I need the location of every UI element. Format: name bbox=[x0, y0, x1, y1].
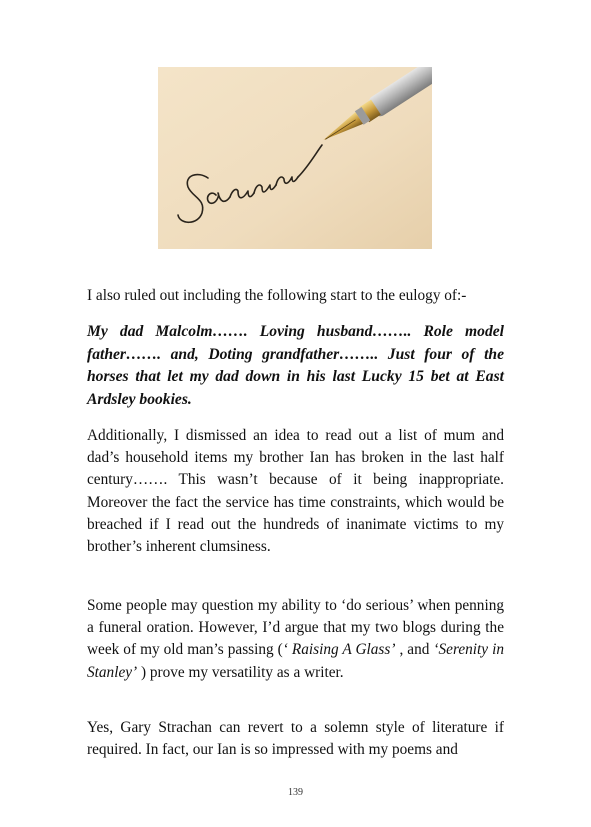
yes-paragraph: Yes, Gary Strachan can revert to a solemn style of literature if required. In fact, our Ian is so impressed with my poems and bbox=[87, 719, 504, 759]
intro-paragraph: I also ruled out including the following start to the eulogy of:- bbox=[87, 287, 467, 304]
eulogy-paragraph: My dad Malcolm……. Loving husband…….. Role model father……. and, Doting grandfather…….. Just four of the horses that let my dad down in his last Lucky 15 bet at East Ardsley bookies. bbox=[87, 323, 504, 408]
blog-title-raising-a-glass: ‘ Raising A Glass’ bbox=[282, 641, 396, 659]
page-number: 139 bbox=[288, 787, 303, 798]
blog-title-serenity-in-stanley: ‘Serenity in Stanley’ bbox=[87, 641, 504, 681]
fountain-pen-illustration bbox=[158, 67, 432, 249]
additionally-paragraph: Additionally, I dismissed an idea to read out a list of mum and dad’s household items my brother Ian has broken in the last half century……. This wasn’t because of it being inappropriate. Moreover the fact the service has time constraints, which would be breached if I read out the hundreds of inanimate victims to my brother’s inherent clumsiness. bbox=[87, 427, 504, 556]
fountain-pen-writing-icon bbox=[158, 67, 432, 249]
some-people-paragraph bbox=[87, 595, 504, 684]
some-people-text-after: ) prove my versatility as a writer. bbox=[137, 663, 344, 681]
some-people-text-before: Some people may question my ability to ‘do serious’ when penning a funeral oration. However, I’d argue that my two blogs during the week of my old man’s passing ( bbox=[87, 597, 504, 659]
some-people-text-middle: , and bbox=[395, 641, 434, 659]
